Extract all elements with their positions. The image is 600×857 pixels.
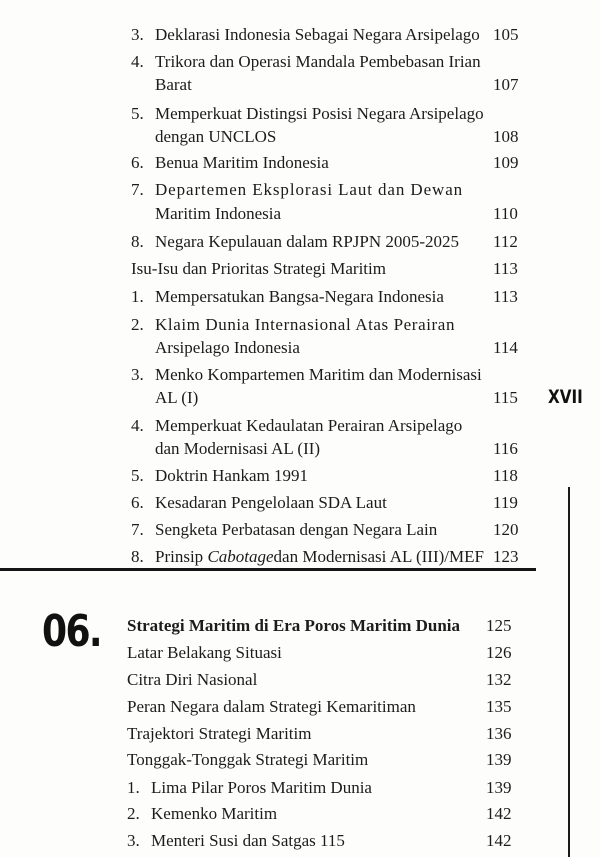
chapter-title: Strategi Maritim di Era Poros Maritim Dunia	[127, 616, 461, 635]
margin-rule	[568, 487, 570, 857]
entry-page: 142	[486, 804, 512, 823]
entry-title: Sengketa Perbatasan dengan Negara Lain	[155, 520, 438, 539]
entry-number: 2.	[127, 804, 140, 823]
entry-number: 8.	[131, 232, 144, 251]
entry-title: Mempersatukan Bangsa-Negara Indonesia	[155, 287, 444, 306]
entry-page: 123	[493, 547, 519, 566]
entry-page: 119	[493, 493, 518, 512]
section-divider	[0, 568, 536, 571]
entry-page: 120	[493, 520, 519, 539]
entry-page: 109	[493, 153, 519, 172]
entry-page: 132	[486, 670, 512, 689]
entry-title: Departemen Eksplorasi Laut dan Dewan	[155, 180, 464, 199]
entry-title: Menteri Susi dan Satgas 115	[151, 831, 345, 850]
chapter-entry-title: Trajektori Strategi Maritim	[127, 724, 312, 743]
entry-number: 4.	[131, 52, 144, 71]
entry-title: Trikora dan Operasi Mandala Pembebasan Irian	[155, 52, 481, 71]
entry-number: 2.	[131, 315, 144, 334]
entry-title: Prinsip Cabotagedan Modernisasi AL (III)/MEF	[155, 547, 484, 566]
entry-number: 1.	[127, 778, 140, 797]
entry-page: 115	[493, 388, 518, 407]
entry-title: Benua Maritim Indonesia	[155, 153, 329, 172]
entry-title: Memperkuat Distingsi Posisi Negara Arsipelago	[155, 104, 484, 123]
entry-page: 114	[493, 338, 518, 357]
entry-number: 4.	[131, 416, 144, 435]
page-number: XVII	[548, 386, 583, 408]
entry-title: Memperkuat Kedaulatan Perairan Arsipelago	[155, 416, 463, 435]
entry-page: 113	[493, 287, 518, 306]
entry-page: 126	[486, 643, 512, 662]
entry-title-continued: dan Modernisasi AL (II)	[155, 439, 321, 458]
chapter-page: 125	[486, 616, 512, 635]
entry-page: 139	[486, 750, 512, 769]
entry-number: 3.	[131, 365, 144, 384]
chapter-entry-title: Tonggak-Tonggak Strategi Maritim	[127, 750, 369, 769]
subsection-heading: Isu-Isu dan Prioritas Strategi Maritim	[131, 259, 386, 278]
chapter-number: 06.	[42, 606, 102, 657]
entry-page: 139	[486, 778, 512, 797]
entry-number: 6.	[131, 153, 144, 172]
entry-title: Doktrin Hankam 1991	[155, 466, 308, 485]
entry-page: 110	[493, 204, 518, 223]
entry-page: 118	[493, 466, 518, 485]
entry-title: Kesadaran Pengelolaan SDA Laut	[155, 493, 387, 512]
entry-page: 108	[493, 127, 519, 146]
italic-term: Cabotage	[207, 547, 274, 566]
entry-title-continued: dengan UNCLOS	[155, 127, 277, 146]
chapter-entry-title: Latar Belakang Situasi	[127, 643, 282, 662]
entry-title: Deklarasi Indonesia Sebagai Negara Arsipelago	[155, 25, 480, 44]
entry-page: 113	[493, 259, 518, 278]
entry-number: 7.	[131, 180, 144, 199]
entry-title: Negara Kepulauan dalam RPJPN 2005-2025	[155, 232, 460, 251]
entry-page: 105	[493, 25, 519, 44]
entry-number: 6.	[131, 493, 144, 512]
entry-page: 136	[486, 724, 512, 743]
entry-number: 5.	[131, 104, 144, 123]
entry-number: 5.	[131, 466, 144, 485]
entry-title-continued: Barat	[155, 75, 192, 94]
entry-page: 142	[486, 831, 512, 850]
entry-number: 3.	[131, 25, 144, 44]
entry-title-continued: Arsipelago Indonesia	[155, 338, 300, 357]
entry-number: 8.	[131, 547, 144, 566]
entry-number: 7.	[131, 520, 144, 539]
chapter-entry-title: Peran Negara dalam Strategi Kemaritiman	[127, 697, 416, 716]
entry-title: Kemenko Maritim	[151, 804, 278, 823]
entry-title: Klaim Dunia Internasional Atas Perairan	[155, 315, 456, 334]
entry-title: Menko Kompartemen Maritim dan Modernisasi	[155, 365, 482, 384]
entry-title: Lima Pilar Poros Maritim Dunia	[151, 778, 372, 797]
entry-title-continued: AL (I)	[155, 388, 199, 407]
entry-number: 1.	[131, 287, 144, 306]
entry-page: 116	[493, 439, 518, 458]
entry-title-continued: Maritim Indonesia	[155, 204, 282, 223]
entry-page: 107	[493, 75, 519, 94]
chapter-entry-title: Citra Diri Nasional	[127, 670, 258, 689]
entry-page: 135	[486, 697, 512, 716]
entry-page: 112	[493, 232, 518, 251]
entry-number: 3.	[127, 831, 140, 850]
